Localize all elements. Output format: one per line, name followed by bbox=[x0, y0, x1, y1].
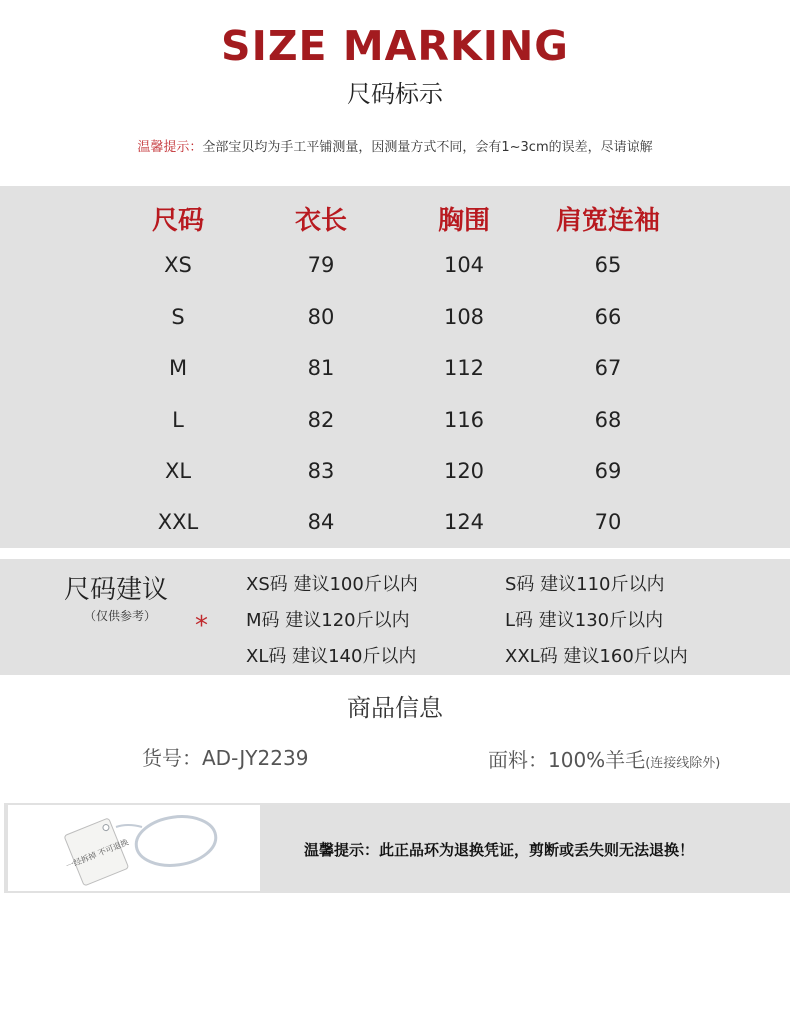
cell-size: XXL bbox=[157, 510, 199, 534]
cell-chest: 120 bbox=[443, 459, 485, 483]
recommendation-item: XL码 建议140斤以内 bbox=[246, 646, 417, 667]
cell-length: 84 bbox=[307, 510, 335, 534]
tip-label: 温馨提示： bbox=[137, 140, 203, 155]
product-info-title: 商品信息 bbox=[347, 694, 443, 722]
recommendation-item: S码 建议110斤以内 bbox=[505, 574, 665, 595]
header-length: 衣长 bbox=[294, 206, 347, 236]
fabric-text: 面料：100%羊毛 bbox=[488, 748, 646, 772]
cell-size: XS bbox=[164, 253, 192, 277]
item-number: 货号：AD-JY2239 bbox=[142, 746, 309, 770]
fabric-note: (连接线除外) bbox=[645, 756, 721, 771]
cell-size: S bbox=[171, 305, 185, 329]
cell-size: L bbox=[172, 408, 184, 432]
cell-length: 80 bbox=[307, 305, 335, 329]
cell-shoulder: 66 bbox=[594, 305, 622, 329]
recommendation-item: M码 建议120斤以内 bbox=[246, 610, 410, 631]
recommendation-subtitle: （仅供参考） bbox=[84, 609, 157, 623]
measurement-tip bbox=[0, 136, 790, 155]
cell-size: XL bbox=[164, 459, 192, 483]
cell-length: 83 bbox=[307, 459, 335, 483]
cell-shoulder: 68 bbox=[594, 408, 622, 432]
cell-size: M bbox=[168, 356, 188, 380]
tag-ring-icon bbox=[8, 805, 260, 891]
tag-image bbox=[8, 805, 260, 891]
tip-text: 全部宝贝均为手工平铺测量，因测量方式不同，会有1~3cm的误差，尽请谅解 bbox=[202, 140, 653, 155]
title-en: SIZE MARKING bbox=[221, 22, 569, 70]
size-table bbox=[0, 186, 790, 548]
recommendation-item: XXL码 建议160斤以内 bbox=[505, 646, 688, 667]
cell-chest: 104 bbox=[443, 253, 485, 277]
header-shoulder-sleeve: 肩宽连袖 bbox=[555, 206, 660, 236]
asterisk-icon: * bbox=[195, 611, 208, 641]
title-cn: 尺码标示 bbox=[347, 80, 443, 108]
size-recommendation bbox=[0, 559, 790, 675]
cell-length: 81 bbox=[307, 356, 335, 380]
tag-label: 一经拆掉 不可退换 bbox=[64, 837, 130, 871]
cell-chest: 124 bbox=[443, 510, 485, 534]
fabric-info bbox=[488, 744, 720, 773]
recommendation-title: 尺码建议 bbox=[64, 575, 169, 605]
recommendation-item: XS码 建议100斤以内 bbox=[246, 574, 418, 595]
cell-shoulder: 65 bbox=[594, 253, 622, 277]
header-chest: 胸围 bbox=[437, 206, 490, 236]
cell-shoulder: 69 bbox=[594, 459, 622, 483]
cell-chest: 116 bbox=[443, 408, 485, 432]
cell-shoulder: 70 bbox=[594, 510, 622, 534]
cell-chest: 112 bbox=[443, 356, 485, 380]
recommendation-item: L码 建议130斤以内 bbox=[505, 610, 664, 631]
tag-notice-text: 温馨提示：此正品环为退换凭证，剪断或丢失则无法退换！ bbox=[304, 841, 695, 859]
cell-chest: 108 bbox=[443, 305, 485, 329]
header-size: 尺码 bbox=[151, 206, 204, 236]
tag-notice bbox=[4, 803, 790, 893]
cell-shoulder: 67 bbox=[594, 356, 622, 380]
cell-length: 82 bbox=[307, 408, 335, 432]
cell-length: 79 bbox=[307, 253, 335, 277]
